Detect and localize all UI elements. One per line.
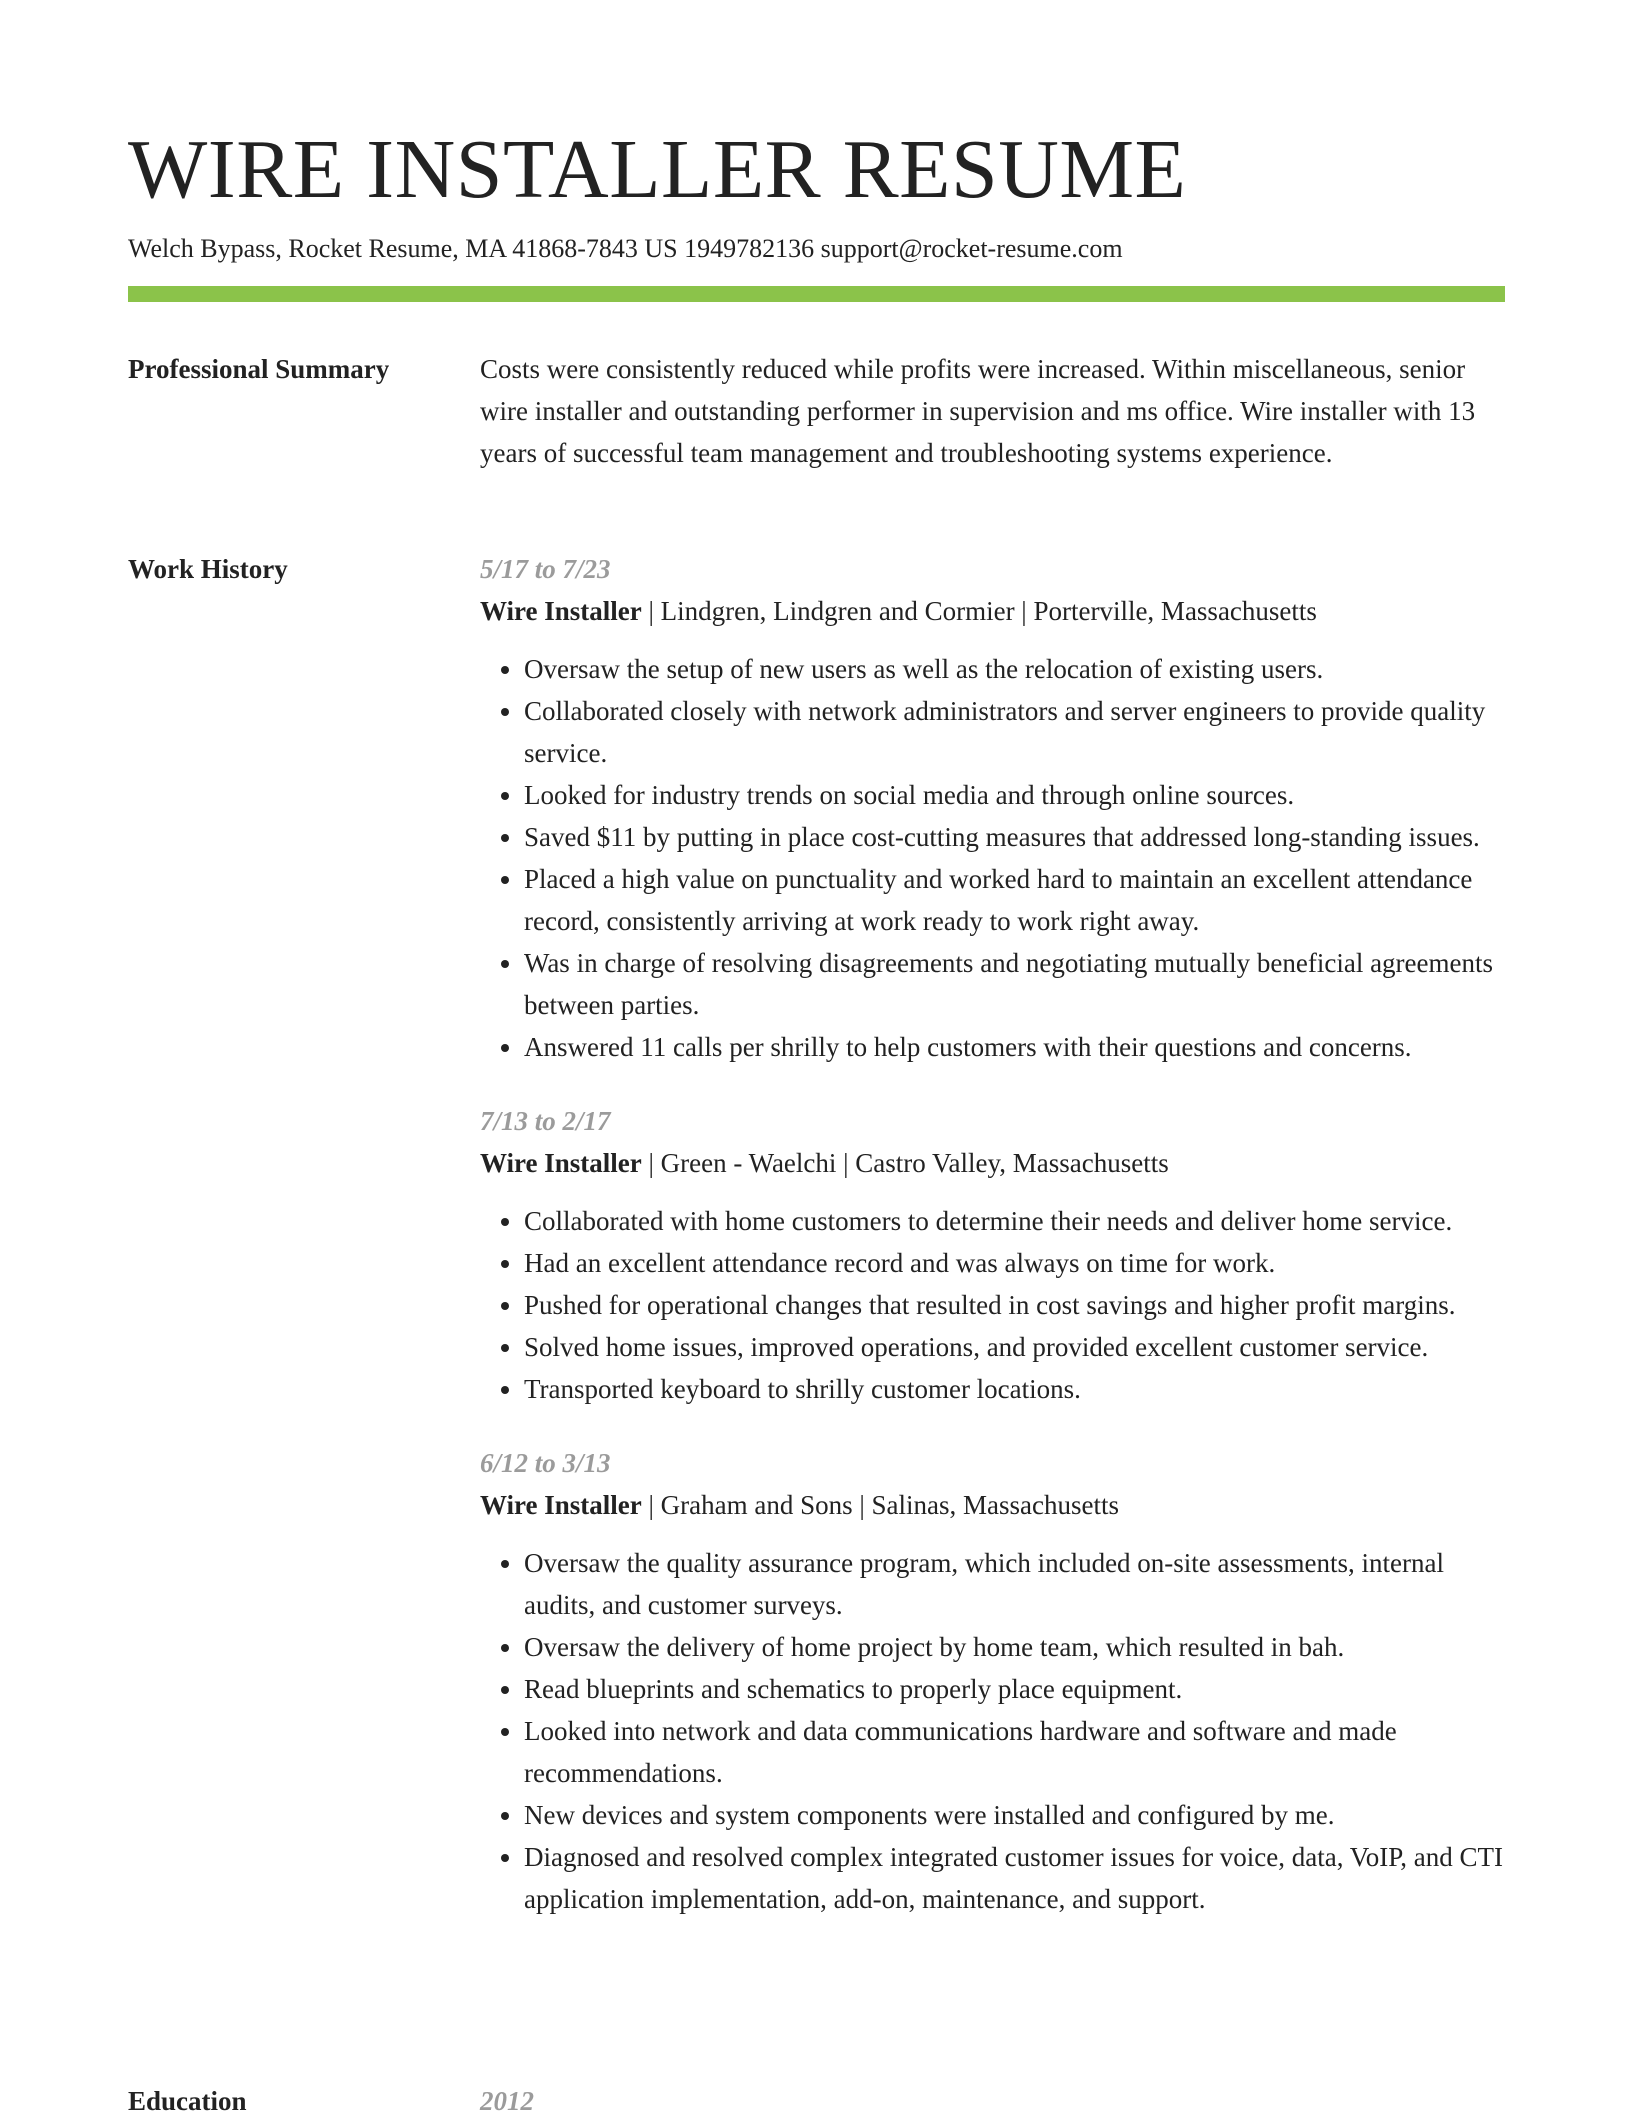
resume-title: WIRE INSTALLER RESUME bbox=[128, 123, 1187, 216]
job-title: Wire Installer bbox=[480, 1148, 642, 1178]
job-details: | Lindgren, Lindgren and Cormier | Porterville, Massachusetts bbox=[641, 596, 1317, 626]
accent-divider bbox=[128, 286, 1505, 302]
job-dates: 6/12 to 3/13 bbox=[480, 1448, 611, 1478]
job-title: Wire Installer bbox=[480, 596, 642, 626]
job-heading bbox=[480, 1142, 1505, 1184]
job-bullet: • Looked for industry trends on social media and through online sources. bbox=[524, 774, 1505, 816]
job-bullet: • Answered 11 calls per shrilly to help customers with their questions and concerns. bbox=[524, 1026, 1505, 1068]
education-body bbox=[480, 2080, 1505, 2122]
job-bullet-list bbox=[480, 648, 1505, 1068]
job-bullet: • Solved home issues, improved operations, and provided excellent customer service. bbox=[524, 1326, 1505, 1368]
job-dates: 7/13 to 2/17 bbox=[480, 1106, 611, 1136]
education-heading: Education bbox=[128, 2086, 247, 2116]
job-bullet: • Saved $11 by putting in place cost-cutting measures that addressed long-standing issues. bbox=[524, 816, 1505, 858]
work-history-body bbox=[480, 548, 1505, 1952]
job-bullet: • Placed a high value on punctuality and worked hard to maintain an excellent attendance record, consistently arriving at work ready to work right away. bbox=[524, 858, 1505, 942]
job-bullet: • Was in charge of resolving disagreements and negotiating mutually beneficial agreements between parties. bbox=[524, 942, 1505, 1026]
job-bullet: • Diagnosed and resolved complex integrated customer issues for voice, data, VoIP, and CTI application implementation, add-on, maintenance, and support. bbox=[524, 1836, 1505, 1920]
job-dates: 5/17 to 7/23 bbox=[480, 554, 611, 584]
job-heading bbox=[480, 590, 1505, 632]
contact-line: Welch Bypass, Rocket Resume, MA 41868-7843 US 1949782136 support@rocket-resume.com bbox=[128, 234, 1123, 263]
job-bullet: • Had an excellent attendance record and was always on time for work. bbox=[524, 1242, 1505, 1284]
job-bullet: • Oversaw the quality assurance program, which included on-site assessments, internal audits, and customer surveys. bbox=[524, 1542, 1505, 1626]
job-bullet: • New devices and system components were installed and configured by me. bbox=[524, 1794, 1505, 1836]
summary-text: Costs were consistently reduced while profits were increased. Within miscellaneous, senior wire installer and outstanding performer in supervision and ms office. Wire installer with 13 years of successful team management and troubleshooting systems experience. bbox=[480, 354, 1476, 468]
job-bullet: • Pushed for operational changes that resulted in cost savings and higher profit margins. bbox=[524, 1284, 1505, 1326]
work-history-heading: Work History bbox=[128, 554, 288, 584]
job-bullet-list bbox=[480, 1200, 1505, 1410]
job-bullet: • Collaborated closely with network administrators and server engineers to provide quality service. bbox=[524, 690, 1505, 774]
job-heading bbox=[480, 1484, 1505, 1526]
job-bullet: • Read blueprints and schematics to properly place equipment. bbox=[524, 1668, 1505, 1710]
summary-body bbox=[480, 348, 1505, 474]
job-details: | Green - Waelchi | Castro Valley, Massachusetts bbox=[641, 1148, 1169, 1178]
job-title: Wire Installer bbox=[480, 1490, 642, 1520]
job-bullet: • Oversaw the delivery of home project by home team, which resulted in bah. bbox=[524, 1626, 1505, 1668]
job-bullet: • Looked into network and data communications hardware and software and made recommendations. bbox=[524, 1710, 1505, 1794]
job-bullet-list bbox=[480, 1542, 1505, 1920]
summary-heading: Professional Summary bbox=[128, 354, 390, 384]
job-entry bbox=[480, 1442, 1505, 1920]
job-details: | Graham and Sons | Salinas, Massachusetts bbox=[641, 1490, 1119, 1520]
job-bullet: • Transported keyboard to shrilly customer locations. bbox=[524, 1368, 1505, 1410]
job-bullet: • Oversaw the setup of new users as well as the relocation of existing users. bbox=[524, 648, 1505, 690]
job-entry bbox=[480, 1100, 1505, 1410]
job-bullet: • Collaborated with home customers to determine their needs and deliver home service. bbox=[524, 1200, 1505, 1242]
job-entry bbox=[480, 548, 1505, 1068]
education-year: 2012 bbox=[480, 2086, 534, 2116]
